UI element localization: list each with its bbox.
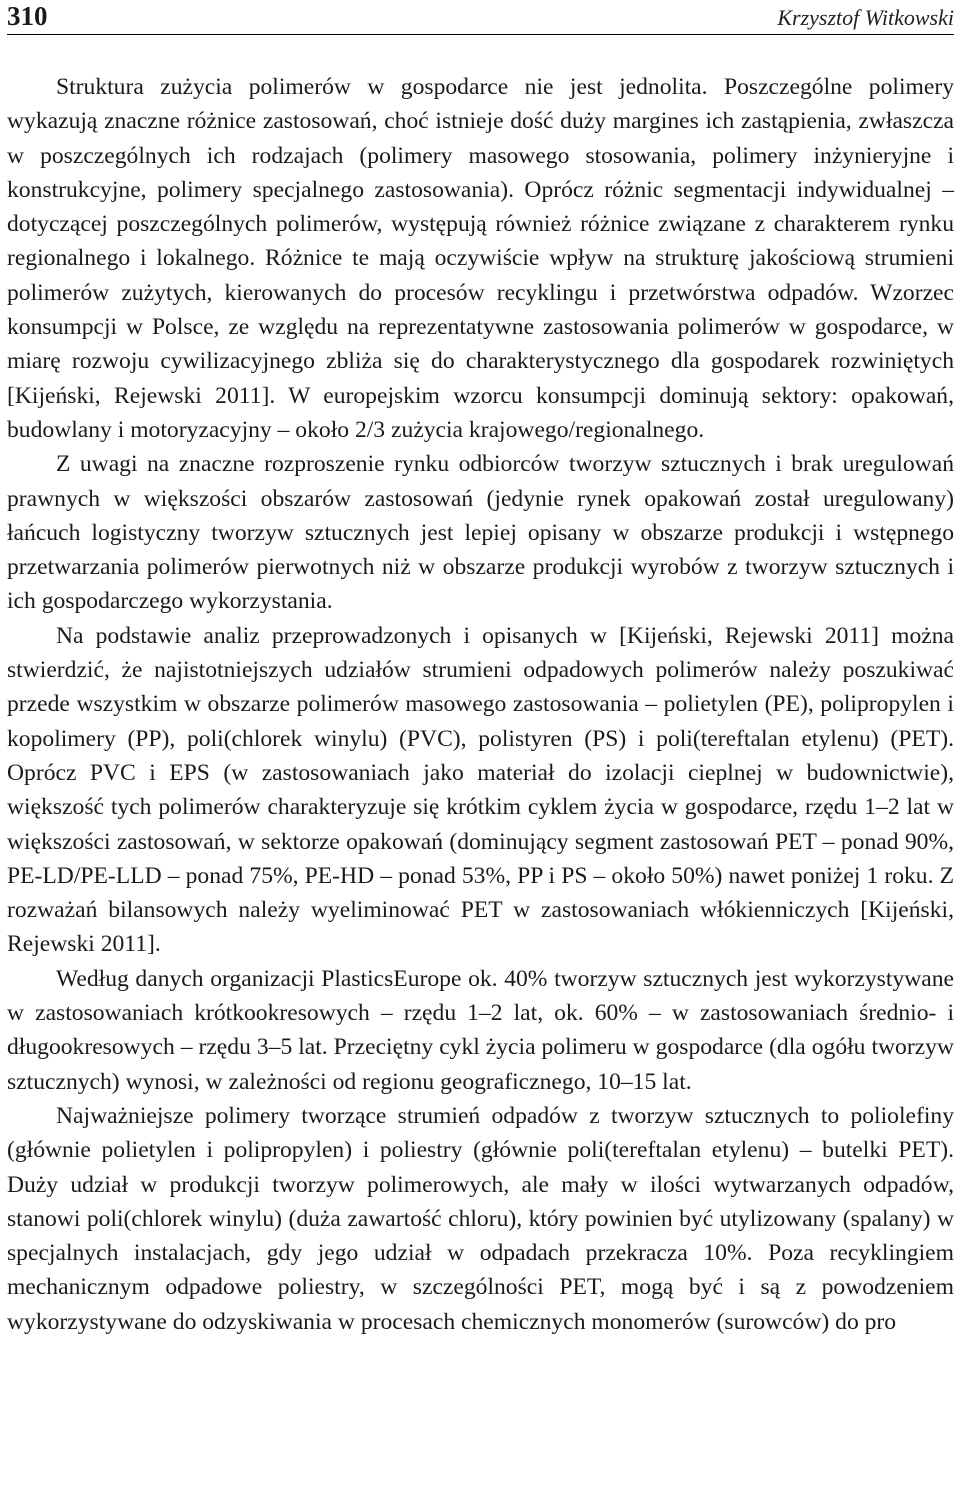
paragraph: Struktura zużycia polimerów w gospodarce nie jest jednolita. Poszczególne polimery wykazują znaczne różnice zastosowań, choć istnieje dość duży margines ich zastąpienia, zwłaszcza w poszczególnych ich rodzajach (polimery masowego stosowania, polimery inżynieryjne i konstrukcyjne, polimery specjalnego zastosowania). Oprócz różnic segmentacji indywidualnej – dotyczącej poszczególnych polimerów, występują również różnice związane z charakterem rynku regionalnego i lokalnego. Różnice te mają oczywiście wpływ na strukturę jakościową strumieni polimerów zużytych, kierowanych do procesów recyklingu i przetwórstwa odpadów. Wzorzec konsumpcji w Polsce, ze względu na reprezentatywne zastosowania polimerów w gospodarce, w miarę rozwoju cywilizacyjnego zbliża się do charakterystycznego dla gospodarek rozwiniętych [Kijeński, Rejewski 2011]. W europejskim wzorcu konsumpcji dominują sektory: opakowań, budowlany i motoryzacyjny – około 2/3 zużycia krajowego/regionalnego.	[7, 74, 954, 443]
running-header	[7, 0, 954, 35]
author-name: Krzysztof Witkowski	[777, 5, 954, 30]
paragraph: Według danych organizacji PlasticsEurope ok. 40% tworzyw sztucznych jest wykorzystywane w zastosowaniach krótkookresowych – rzędu 1–2 lat, ok. 60% – w zastosowaniach średnio- i długookresowych – rzędu 3–5 lat. Przeciętny cykl życia polimeru w gospodarce (dla ogółu tworzyw sztucznych) wynosi, w zależności od regionu geograficznego, 10–15 lat.	[7, 965, 954, 1095]
paragraph: Z uwagi na znaczne rozproszenie rynku odbiorców tworzyw sztucznych i brak uregulowań prawnych w większości obszarów zastosowań (jedynie rynek opakowań został uregulowany) łańcuch logistyczny tworzyw sztucznych jest lepiej opisany w obszarze produkcji i wstępnego przetwarzania polimerów pierwotnych niż w obszarze produkcji wyrobów z tworzyw sztucznych i ich gospodarczego wykorzystania.	[7, 451, 954, 615]
body-text	[7, 70, 954, 1339]
paragraph: Na podstawie analiz przeprowadzonych i opisanych w [Kijeński, Rejewski 2011] można stwierdzić, że najistotniejszych udziałów strumieni odpadowych polimerów należy poszukiwać przede wszystkim w obszarze polimerów masowego zastosowania – polietylen (PE), polipropylen i kopolimery (PP), poli(chlorek winylu) (PVC), polistyren (PS) i poli(tereftalan etylenu) (PET). Oprócz PVC i EPS (w zastosowaniach jako materiał do izolacji cieplnej w budownictwie), większość tych polimerów charakteryzuje się krótkim cyklem życia w gospodarce, rzędu 1–2 lat w większości zastosowań, w sektorze opakowań (dominujący segment zastosowań PET – ponad 90%, PE-LD/PE-LLD – ponad 75%, PE-HD – ponad 53%, PP i PS – około 50%) nawet poniżej 1 roku. Z rozważań bilansowych należy wyeliminować PET w zastosowaniach włókienniczych [Kijeński, Rejewski 2011].	[7, 622, 954, 958]
page-number: 310	[7, 1, 48, 31]
paragraph: Najważniejsze polimery tworzące strumień odpadów z tworzyw sztucznych to poliolefiny (głównie polietylen i polipropylen) i poliestry (głównie poli(tereftalan etylenu) – butelki PET). Duży udział w produkcji tworzyw polimerowych, ale mały w ilości wytwarzanych odpadów, stanowi poli(chlorek winylu) (duża zawartość chloru), który powinien być utylizowany (spalany) w specjalnych instalacjach, gdy jego udział w odpadach przekracza 10%. Poza recyklingiem mechanicznym odpadowe poliestry, w szczególności PET, mogą być i są z powodzeniem wykorzystywane do odzyskiwania w procesach chemicznych monomerów (surowców) do pro	[7, 1102, 954, 1335]
